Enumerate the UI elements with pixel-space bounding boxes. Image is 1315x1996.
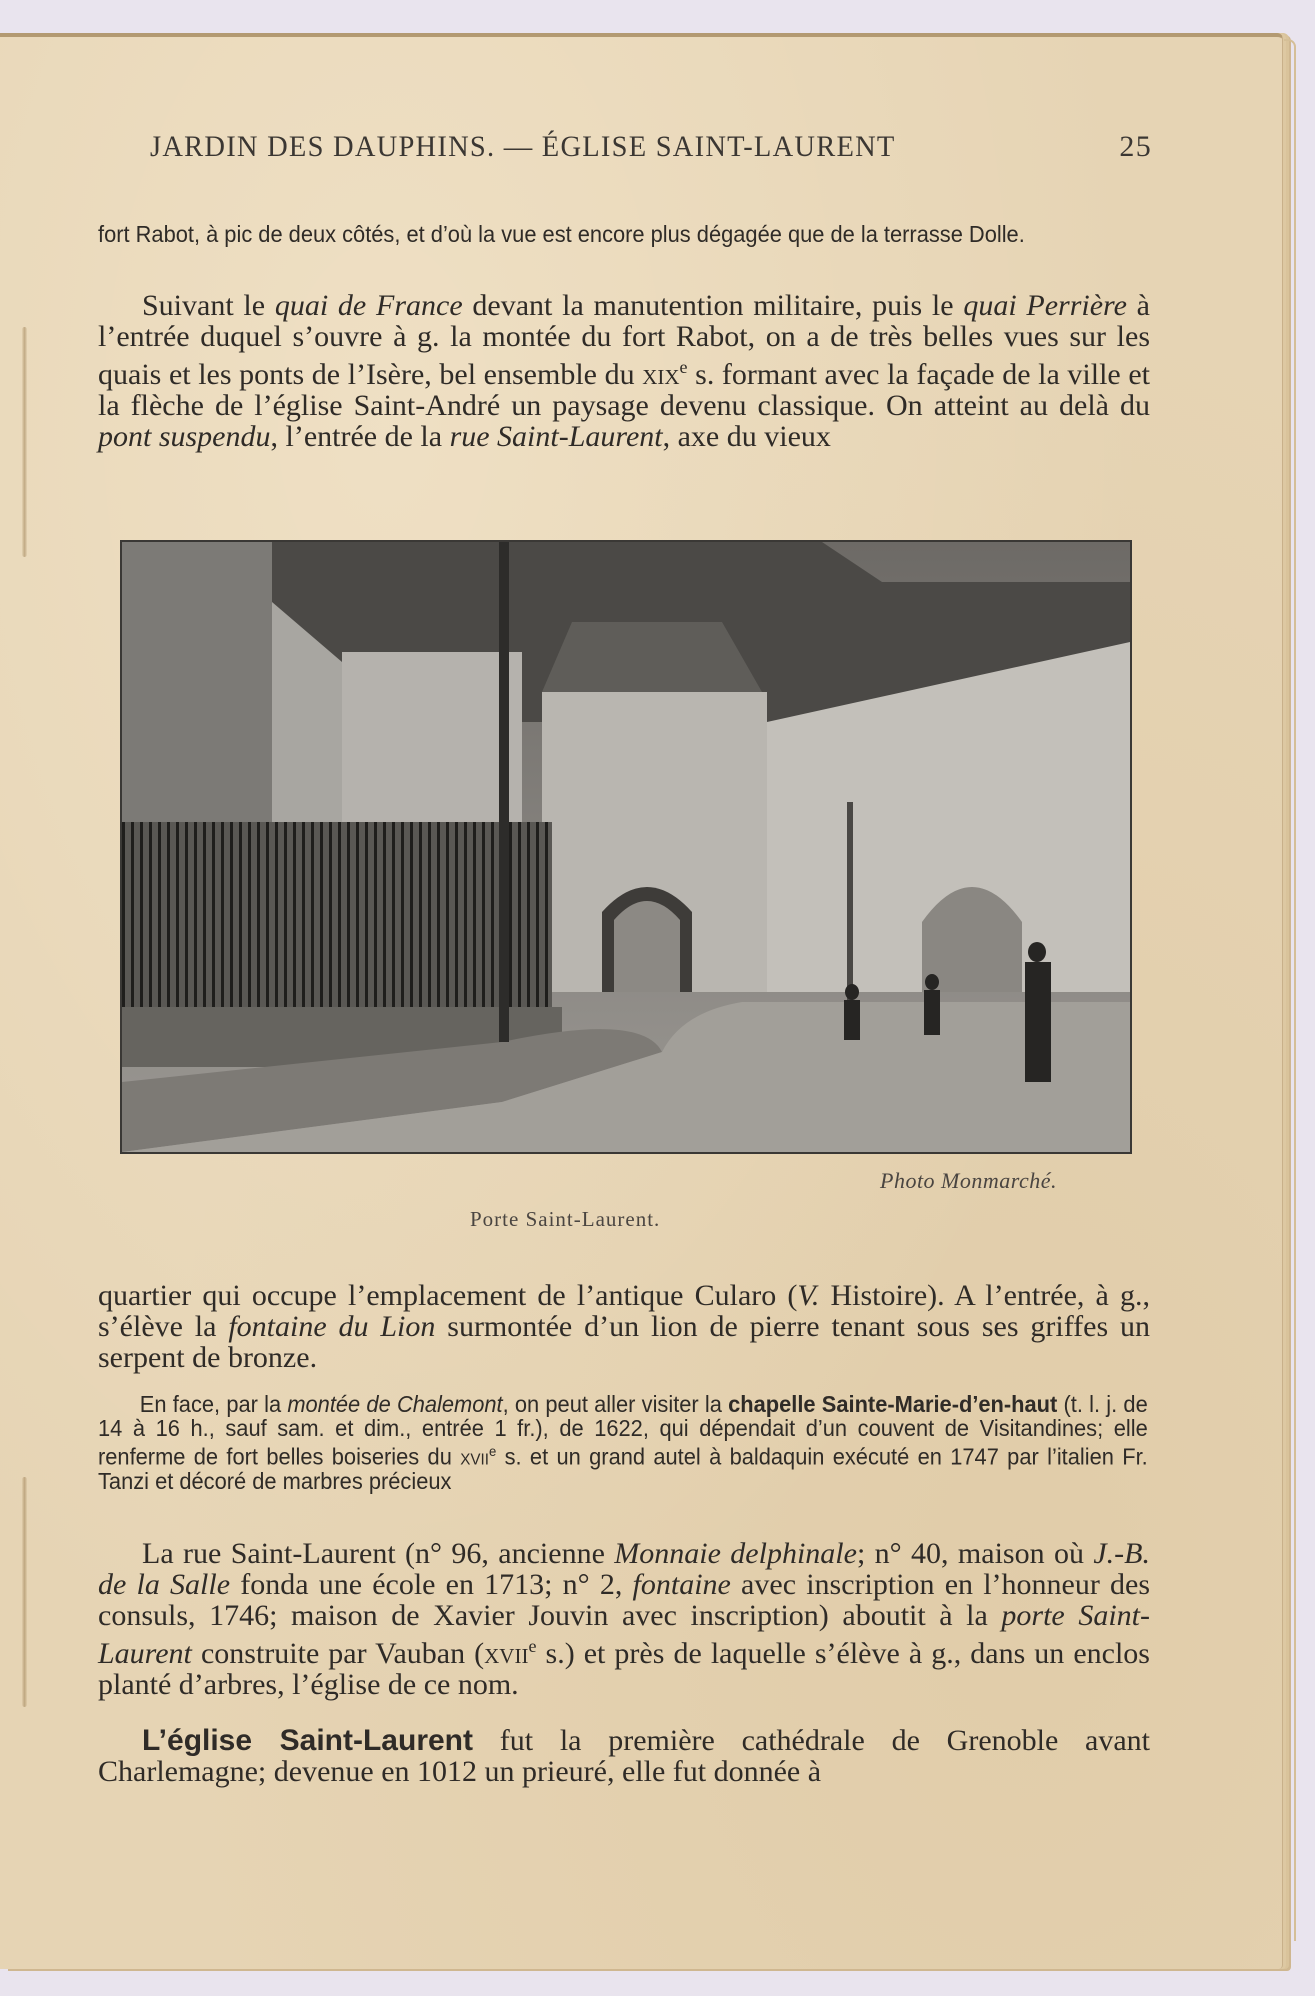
italic-place: quai de France: [274, 289, 463, 322]
photo-lamp-post: [499, 542, 509, 1042]
bold-place: chapelle Sainte-Marie-d’en-haut: [728, 1391, 1058, 1417]
photo-left-building: [122, 542, 272, 832]
superscript: e: [488, 1444, 497, 1459]
text: , l’entrée de la: [270, 420, 450, 453]
photo-arch-opening: [614, 901, 680, 992]
text: fonda une école en 1713; n° 2,: [230, 1568, 633, 1601]
text: En face, par la: [139, 1391, 288, 1417]
text: , on peut aller visiter la: [502, 1391, 729, 1417]
italic-place: quai Perrière: [963, 289, 1127, 322]
italic-place: fontaine du Lion: [228, 1310, 436, 1343]
superscript: e: [679, 357, 688, 377]
century-numeral: xix: [642, 358, 680, 391]
text: Histoire). A l’entrée, à g., s’élève la: [98, 1279, 1150, 1343]
text: s. formant avec la façade de la ville et la flèche de l’église Saint-André un paysage devenu classique. On atteint au delà du: [98, 358, 1150, 422]
photo-iron-railing: [122, 822, 552, 1012]
paragraph-2: [98, 290, 1150, 452]
photo-lamp-post-right: [847, 802, 853, 1002]
text: à l’entrée duquel s’ouvre à g. la montée du fort Rabot, on a de très belles vues sur les quais et les ponts de l’Isère, bel ensemble du: [98, 289, 1150, 391]
italic-place: Monnaie delphinale: [614, 1537, 857, 1570]
italic-name: J.-B. de la Salle: [98, 1537, 1150, 1601]
paragraph-1: [98, 222, 1148, 246]
century-numeral: xvii: [484, 1637, 529, 1670]
running-head: [150, 130, 1150, 164]
photo-illustration: [122, 542, 1130, 1152]
text: La rue Saint-Laurent (n° 96, ancienne: [142, 1537, 615, 1570]
binding-stitch: [22, 327, 27, 557]
binding-stitch: [22, 1477, 27, 1707]
italic-place: porte Saint-Laurent: [98, 1599, 1150, 1670]
italic-place: montée de Chalemont: [287, 1391, 503, 1417]
page-edges: [1284, 39, 1296, 1941]
superscript: e: [528, 1636, 537, 1656]
italic-place: fontaine: [632, 1568, 731, 1601]
text: construite par Vauban (: [191, 1637, 485, 1670]
text: surmontée d’un lion de pierre tenant sous ses griffes un serpent de bronze.: [98, 1310, 1150, 1374]
running-head-title: JARDIN DES DAUPHINS. — ÉGLISE SAINT-LAURENT: [150, 130, 896, 163]
text: Suivant le: [142, 289, 275, 322]
paragraph-5: [98, 1538, 1150, 1700]
photo-credit: Photo Monmarché.: [880, 1168, 1058, 1193]
century-numeral: xvii: [460, 1443, 489, 1470]
figure-caption: Porte Saint-Laurent.: [470, 1207, 661, 1231]
photo-porte-saint-laurent: [120, 540, 1132, 1154]
paragraph-3: [98, 1280, 1150, 1373]
paragraph-4: [98, 1392, 1148, 1493]
bold-heading: L’église Saint-Laurent: [142, 1724, 473, 1757]
text: s. et un grand autel à baldaquin exécuté en 1747 par l’italien Fr. Tanzi et décoré de marbres précieux: [98, 1443, 1148, 1494]
text: ; n° 40, maison où: [856, 1537, 1094, 1570]
text: s.) et près de laquelle s’élève à g., dans un enclos planté d’arbres, l’église de ce nom.: [98, 1637, 1150, 1701]
italic-place: pont suspendu: [98, 420, 271, 453]
italic-place: rue Saint-Laurent: [449, 420, 663, 453]
text: , axe du vieux: [662, 420, 831, 453]
text: fort Rabot, à pic de deux côtés, et d’où la vue est encore plus dégagée que de la terrasse Dolle.: [98, 221, 1025, 247]
text: avec inscription en l’honneur des consuls, 1746; maison de Xavier Jouvin avec inscription) aboutit à la: [98, 1568, 1151, 1632]
italic-ref: V.: [797, 1279, 820, 1312]
paragraph-6: [98, 1725, 1150, 1787]
text: quartier qui occupe l’emplacement de l’antique Cularo (: [98, 1279, 798, 1312]
page-number: 25: [1119, 130, 1152, 163]
text: fut la première cathédrale de Grenoble avant Charlemagne; devenue en 1012 un prieuré, elle fut donnée à: [98, 1724, 1151, 1788]
text: devant la manutention militaire, puis le: [462, 289, 964, 322]
text: (t. l. j. de 14 à 16 h., sauf sam. et dim., entrée 1 fr.), de 1622, qui dépendait d’un couvent de Visitandines; elle renferme de fort belles boiseries du: [98, 1391, 1148, 1470]
